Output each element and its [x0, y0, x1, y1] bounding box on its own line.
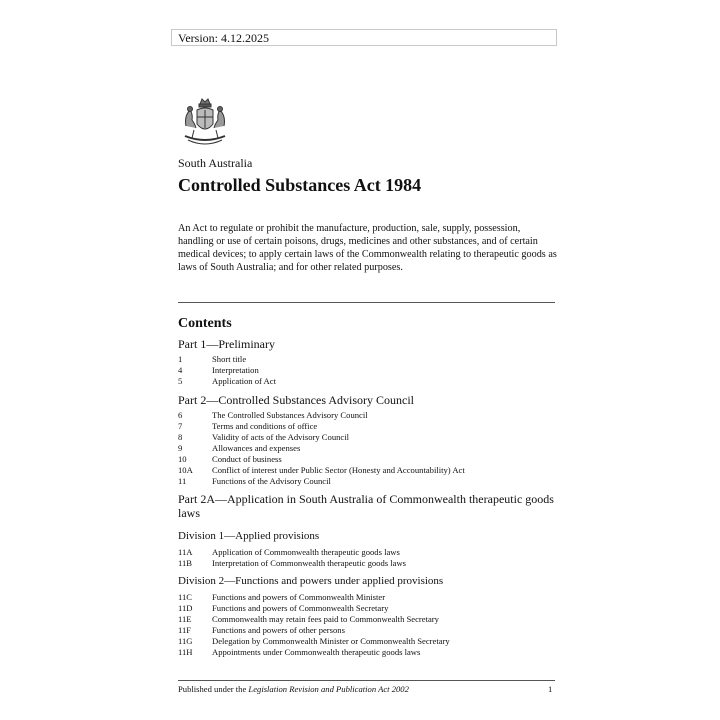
toc-entry[interactable]: [178, 636, 450, 647]
section-title: Appointments under Commonwealth therapeutic goods laws: [212, 647, 421, 657]
toc-entry[interactable]: [178, 603, 388, 614]
long-title: An Act to regulate or prohibit the manufacture, production, sale, supply, possession, handling or use of certain poisons, drugs, medicines and other substances, and of certain medical devices; to apply certain laws of the Commonwealth relating to therapeutic goods as laws of South Australia; and for other related purposes.: [178, 223, 557, 273]
section-title: Conflict of interest under Public Sector (Honesty and Accountability) Act: [212, 465, 465, 475]
toc-entry[interactable]: [178, 625, 345, 636]
toc-entry[interactable]: [178, 547, 400, 558]
divider: [178, 302, 555, 303]
section-number: 11D: [178, 603, 193, 613]
section-title: Functions and powers of Commonwealth Secretary: [212, 603, 389, 613]
toc-entry[interactable]: [178, 365, 259, 376]
section-title: Commonwealth may retain fees paid to Commonwealth Secretary: [212, 614, 439, 624]
toc-entry[interactable]: [178, 647, 420, 658]
toc-entry[interactable]: [178, 592, 385, 603]
division-heading[interactable]: Division 1—Applied provisions: [178, 530, 320, 542]
section-number: 6: [178, 410, 183, 420]
section-number: 11A: [178, 547, 193, 557]
toc-entry[interactable]: [178, 432, 349, 443]
coat-of-arms-icon: [180, 96, 230, 148]
section-number: 8: [178, 432, 183, 442]
section-number: 5: [178, 376, 183, 386]
section-number: 11H: [178, 647, 193, 657]
section-title: Functions and powers of other persons: [212, 625, 345, 635]
section-number: 11F: [178, 625, 192, 635]
section-title: Validity of acts of the Advisory Council: [212, 432, 350, 442]
section-title: Conduct of business: [212, 454, 282, 464]
section-number: 9: [178, 443, 183, 453]
toc-entry[interactable]: [178, 421, 317, 432]
toc-entry[interactable]: [178, 410, 368, 421]
contents-heading: Contents: [178, 316, 232, 331]
footer-divider: [178, 680, 555, 681]
section-title: Interpretation of Commonwealth therapeutic goods laws: [212, 558, 407, 568]
section-number: 11G: [178, 636, 193, 646]
page-number: 1: [548, 684, 553, 694]
section-title: The Controlled Substances Advisory Council: [212, 410, 368, 420]
publication-act-name: Legislation Revision and Publication Act 2002: [248, 684, 409, 694]
toc-entry[interactable]: [178, 476, 331, 487]
section-number: 1: [178, 354, 183, 364]
publication-note: [178, 684, 409, 694]
toc-entry[interactable]: [178, 558, 406, 569]
section-title: Application of Commonwealth therapeutic goods laws: [212, 547, 400, 557]
section-number: 7: [178, 421, 183, 431]
version-label: Version: 4.12.2025: [171, 29, 557, 46]
section-number: 4: [178, 365, 183, 375]
section-title: Functions of the Advisory Council: [212, 476, 331, 486]
toc-entry[interactable]: [178, 454, 282, 465]
section-number: 11C: [178, 592, 193, 602]
part-heading[interactable]: Part 2—Controlled Substances Advisory Council: [178, 393, 414, 407]
section-title: Allowances and expenses: [212, 443, 301, 453]
section-title: Short title: [212, 354, 247, 364]
section-number: 10A: [178, 465, 193, 475]
section-title: Application of Act: [212, 376, 276, 386]
section-number: 11B: [178, 558, 193, 568]
section-number: 10: [178, 454, 187, 464]
section-number: 11: [178, 476, 187, 486]
jurisdiction-label: South Australia: [178, 156, 253, 170]
section-title: Terms and conditions of office: [212, 421, 318, 431]
act-title: Controlled Substances Act 1984: [178, 175, 422, 195]
toc-entry[interactable]: [178, 376, 276, 387]
toc-entry[interactable]: [178, 465, 465, 476]
publication-prefix: Published under the: [178, 684, 249, 694]
section-title: Delegation by Commonwealth Minister or Commonwealth Secretary: [212, 636, 450, 646]
toc-entry[interactable]: [178, 614, 439, 625]
section-title: Interpretation: [212, 365, 259, 375]
section-number: 11E: [178, 614, 192, 624]
section-title: Functions and powers of Commonwealth Minister: [212, 592, 386, 602]
toc-entry[interactable]: [178, 443, 300, 454]
division-heading[interactable]: Division 2—Functions and powers under applied provisions: [178, 575, 444, 587]
part-heading[interactable]: Part 2A—Application in South Australia of Commonwealth therapeutic goods laws: [178, 492, 554, 520]
part-heading[interactable]: Part 1—Preliminary: [178, 337, 275, 351]
toc-entry[interactable]: [178, 354, 246, 365]
